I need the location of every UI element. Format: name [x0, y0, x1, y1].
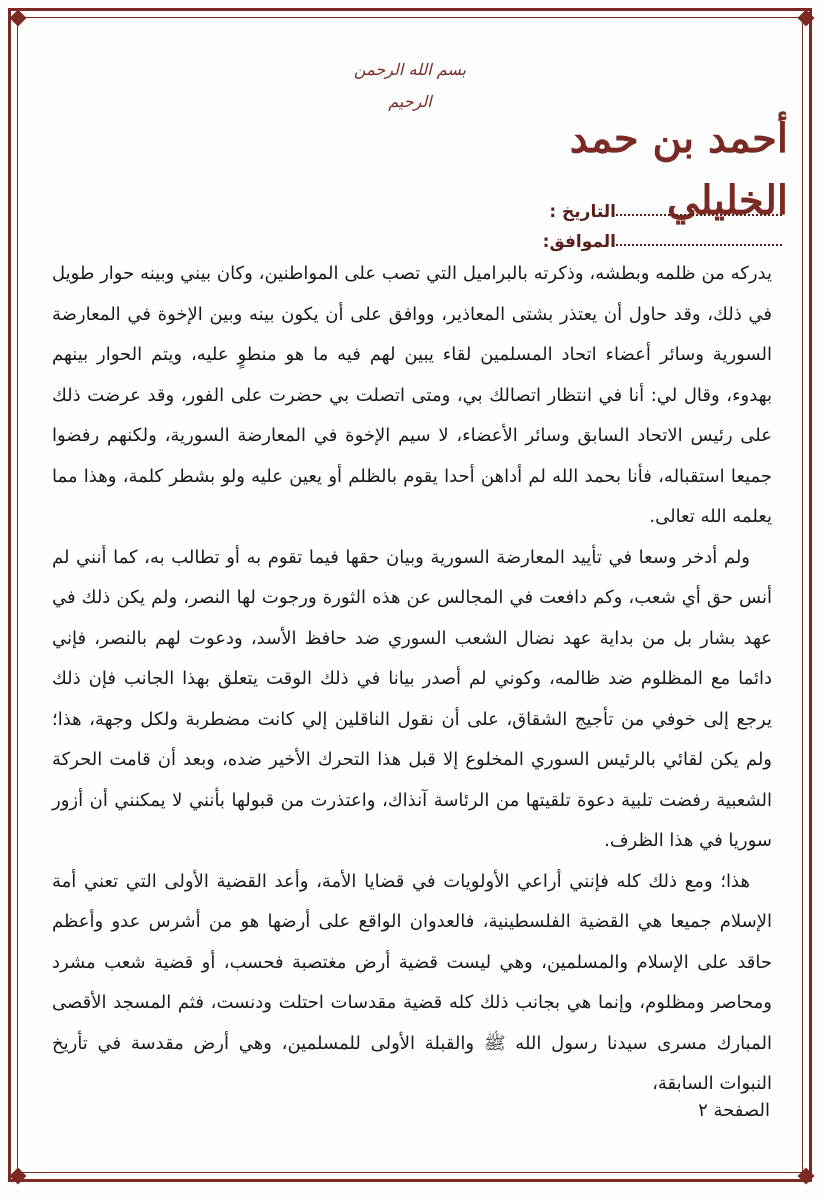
- paragraph: هذا؛ ومع ذلك كله فإنني أراعي الأولويات في قضايا الأمة، وأعد القضية الأولى التي تعني أمة الإسلام جميعا هي القضية الفلسطينية، فالعدوان الواقع على أرضها هو من أشرس عدو وأعظم حاقد على الإسلام والمسلمين، وهي ليست قضية أرض مغتصبة فحسب، أو قضية شعب مشرد ومحاصر ومظلوم، وإنما هي بجانب ذلك كله قضية مقدسات احتلت ودنست، فثم المسجد الأقصى المبارك مسرى سيدنا رسول الله ﷺ والقبلة الأولى للمسلمين، وهي أرض مقدسة في تأريخ النبوات السابقة،: [52, 870, 772, 1094]
- corresponding-label: الموافق:: [542, 232, 616, 252]
- letterhead-name-calligraphy: أحمد بن حمد الخليلي: [569, 115, 788, 224]
- date-row: [539, 196, 782, 222]
- paragraph: يدركه من ظلمه وبطشه، وذكرته بالبراميل التي تصب على المواطنين، وكان بيني وبينه حوار طويل في ذلك، وقد حاول أن يعتذر بشتى المعاذير، ووافق على أن يكون بينه وبين الإخوة في المعارضة السورية وسائر أعضاء اتحاد المسلمين لقاء يبين لهم فيه ما هو منطوٍ عليه، ويتم الحوار بينهم بهدوء، وقال لي: أنا في انتظار اتصالك بي، ومتى اتصلت بي حضرت على الفور، وقد عرضت ذلك على رئيس الاتحاد السابق وسائر الأعضاء، لا سيم الإخوة في المعارضة السورية، ولكنهم رفضوا جميعا استقباله، فأنا بحمد الله لم أداهن أحدا يقوم بالظلم أو يعين عليه ولو بشطر كلمة، وهذا مما يعلمه الله تعالى.: [52, 263, 772, 527]
- corresponding-date-row: [533, 226, 782, 252]
- date-label: التاريخ :: [549, 202, 616, 222]
- date-dotted-line: [616, 214, 782, 216]
- letter-body: [52, 254, 772, 1105]
- corresponding-dotted-line: [616, 244, 782, 246]
- page-number: الصفحة ٢: [698, 1100, 770, 1121]
- paragraph: ولم أدخر وسعا في تأييد المعارضة السورية وبيان حقها فيما تقوم به أو تطالب به، كما أنني لم أنس حق أي شعب، وكم دافعت في المجالس عن هذه الثورة ورجوت لها النصر، ولم يكن ذلك في عهد بشار بل من بداية عهد نضال الشعب السوري ضد حافظ الأسد، ودعوت لهم بالنصر، فإني دائما مع المظلوم ضد ظالمه، وكوني لم أصدر بيانا في ذلك الوقت يتعلق بهذا الجانب فإن ذلك يرجع إلى خوفي من تأجيج الشقاق، على أن نقول الناقلين إلي كانت مضطربة ولكل وجهة، هذا؛ ولم يكن لقائي بالرئيس السوري المخلوع إلا قبل هذا التحرك الأخير ضده، وبعد أن قامت الحركة الشعبية رفضت تلبية دعوة تلقيتها من الرئاسة آنذاك، واعتذرت من قبولها بأنني لا يمكنني أن أزور سوريا في هذا الظرف.: [52, 546, 772, 851]
- basmala-calligraphy: بسم الله الرحمن الرحيم: [353, 60, 467, 111]
